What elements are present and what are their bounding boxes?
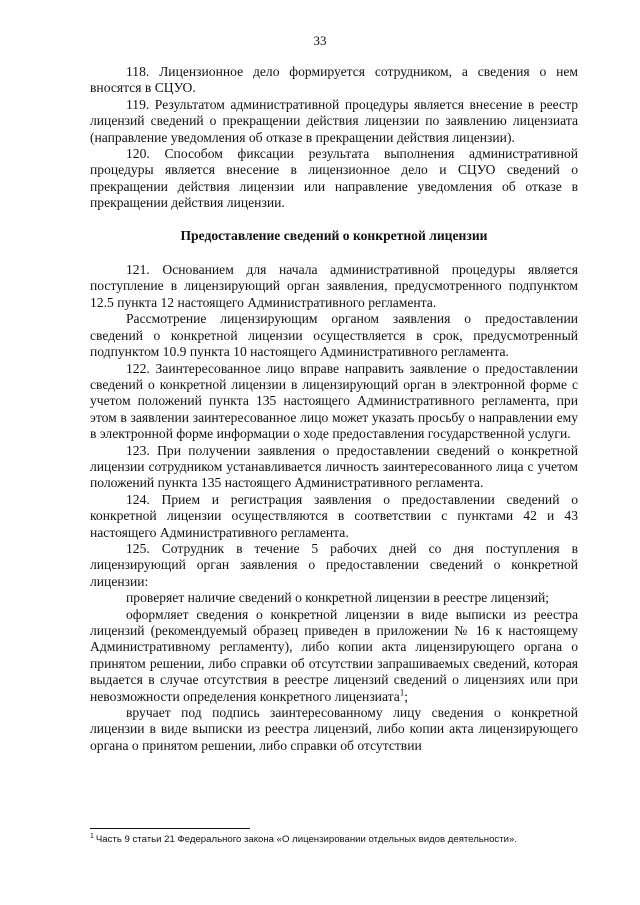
paragraph-125-check: проверяет наличие сведений о конкретной лицензии в реестре лицензий; [126,590,550,606]
paragraph-125: 125. Сотрудник в течение 5 рабочих дней со дня поступления в лицензирующий орган заявления о предоставлении сведений о конкретной лицензии: [90,540,578,589]
paragraph-125-prepare [90,607,578,705]
paragraph-124: 124. Прием и регистрация заявления о предоставлении сведений о конкретной лицензии осуществляются в соответствии с пунктами 42 и 43 настоящего Административного регламента. [90,491,578,540]
page-number: 33 [313,33,327,48]
paragraph-119: 119. Результатом административной процедуры является внесение в реестр лицензий сведений о прекращении действия лицензии по заявлению лицензиата (направление уведомления об отказе в прекращении действия лицензии). [90,96,578,145]
footnote-text: Часть 9 статьи 21 Федерального закона «О лицензировании отдельных видов деятельности». [95,834,517,845]
paragraph-125-deliver: вручает под подпись заинтересованному лицу сведения о конкретной лицензии в виде выписки из реестра лицензий, либо копии акта лицензирующего органа о принятом решении, либо справки об отсутствии [90,705,578,753]
paragraph-121-review: Рассмотрение лицензирующим органом заявления о предоставлении сведений о конкретной лицензии осуществляется в срок, предусмотренный подпунктом 10.9 пункта 10 настоящего Административного регламента. [90,311,578,360]
paragraph-125-prepare-text: оформляет сведения о конкретной лицензии в виде выписки из реестра лицензий (рекомендуемый образец приведен в приложении № 16 к настоящему Административному регламенту), либо копии акта лицензирующего органа о принятом решении, либо справки об отсутствии запрашиваемых сведений, которая выдается в случае отсутствия в реестре лицензий сведений о лицензиях или при невозможности определения конкретного лицензиата [90,606,578,704]
footnote-reference[interactable]: 1 [399,687,405,698]
document-body [90,64,578,754]
paragraph-118: 118. Лицензионное дело формируется сотрудником, а сведения о нем вносятся в СЦУО. [90,64,578,96]
footnote [90,834,580,846]
paragraph-121: 121. Основанием для начала административной процедуры является поступление в лицензирующий орган заявления, предусмотренного подпунктом 12.5 пункта 12 настоящего Административного регламента. [90,262,578,310]
footnote-mark: 1 [90,832,94,840]
paragraph-122: 122. Заинтересованное лицо вправе направить заявление о предоставлении сведений о конкретной лицензии в лицензирующий орган в электронной форме с учетом положений пункта 135 настоящего Административного регламента, при этом в заявлении заинтересованное лицо может указать просьбу о направлении ему в электронной форме информации о ходе предоставления государственной услуги. [90,360,578,442]
footnote-divider [90,828,250,829]
paragraph-120: 120. Способом фиксации результата выполнения административной процедуры является внесение в лицензионное дело и СЦУО сведений о прекращении действия лицензии или направление уведомления об отказе в прекращении действия лицензии. [90,146,578,211]
paragraph-123: 123. При получении заявления о предоставлении сведений о конкретной лицензии сотрудником устанавливается личность заинтересованного лица с учетом положений пункта 135 настоящего Административного регламента. [90,442,578,491]
paragraph-125-prepare-tail: ; [404,688,409,704]
section-heading: Предоставление сведений о конкретной лицензии [180,227,488,243]
